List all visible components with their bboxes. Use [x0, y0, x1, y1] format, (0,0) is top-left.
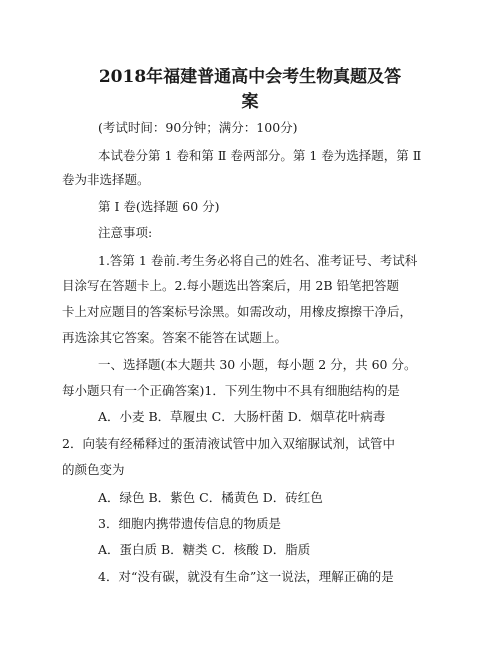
- exam-info-line: (考试时间：90分钟；满分：100分): [98, 120, 298, 135]
- question-line: 4．对“没有碳，就没有生命”这一说法，理解正确的是: [98, 569, 394, 584]
- question-line: 每小题只有一个正确答案)1．下列生物中不具有细胞结构的是: [62, 383, 400, 398]
- paragraph-line: 再选涂其它答案。答案不能答在试题上。: [62, 330, 288, 345]
- answer-options: A．小麦 B．草履虫 C．大肠杆菌 D．烟草花叶病毒: [98, 409, 386, 424]
- question-line: 3．细胞内携带遗传信息的物质是: [98, 516, 281, 531]
- paragraph-line: 卡上对应题目的答案标号涂黑。如需改动，用橡皮擦擦干净后，: [62, 304, 413, 319]
- notice-heading: 注意事项:: [98, 225, 153, 240]
- question-line: 2．向装有经稀释过的蛋清液试管中加入双缩脲试剂，试管中: [62, 436, 395, 451]
- document-title-line-2: 案: [241, 92, 259, 112]
- section-heading: 第 I 卷(选择题 60 分): [98, 199, 220, 214]
- paragraph-line: 1.答第 1 卷前.考生务必将自己的姓名、准考证号、考试科: [98, 253, 418, 268]
- document-title-line-1: 2018年福建普通高中会考生物真题及答: [98, 67, 402, 87]
- answer-options: A．绿色 B．紫色 C．橘黄色 D．砖红色: [98, 490, 323, 505]
- paragraph-line: 本试卷分第 1 卷和第 Ⅱ 卷两部分。第 1 卷为选择题，第 Ⅱ: [98, 148, 422, 163]
- answer-options: A．蛋白质 B．糖类 C．核酸 D．脂质: [98, 542, 311, 557]
- question-line: 的颜色变为: [62, 462, 125, 477]
- paragraph-line: 目涂写在答题卡上。2.每小题选出答案后，用 2B 铅笔把答题: [62, 278, 400, 293]
- section-heading: 一、选择题(本大题共 30 小题，每小题 2 分，共 60 分。: [98, 357, 417, 372]
- paragraph-line: 卷为非选择题。: [62, 172, 150, 187]
